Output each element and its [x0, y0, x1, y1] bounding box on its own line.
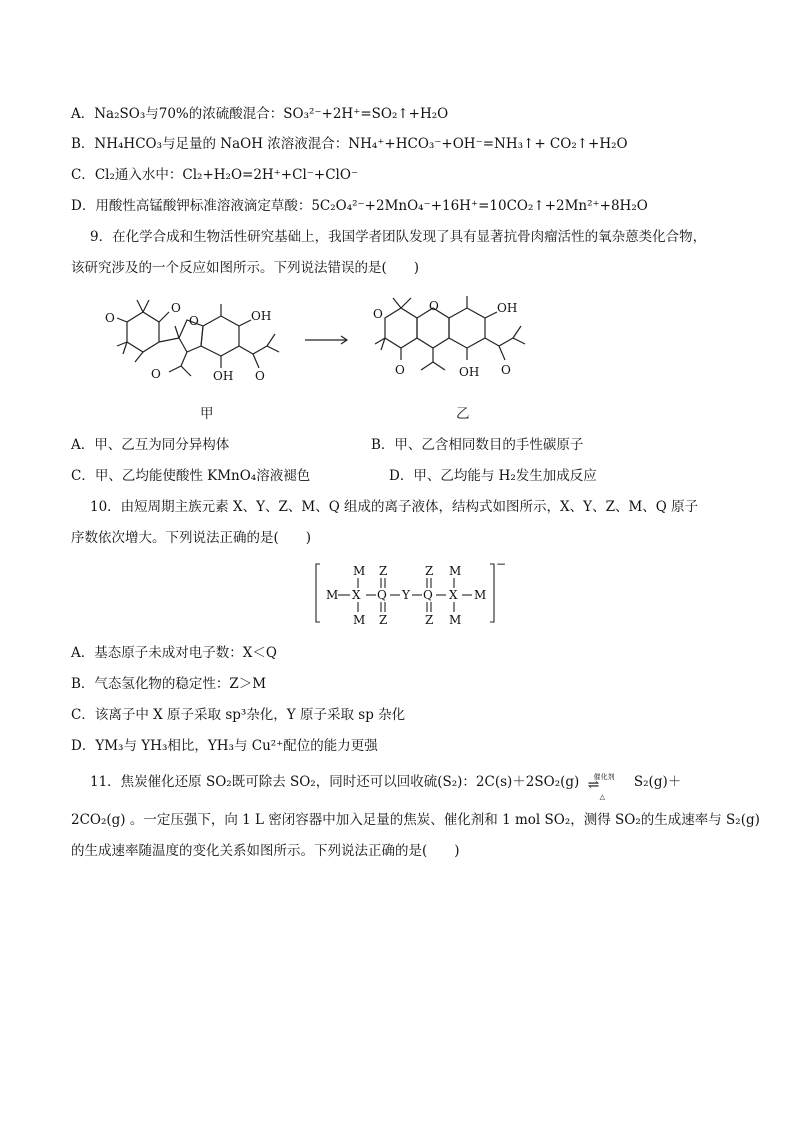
- svg-text:O: O: [171, 301, 181, 315]
- q8-option-d: D．用酸性高锰酸钾标准溶液滴定草酸：5C₂O₄²⁻+2MnO₄⁻+16H⁺=10CO₂↑+2Mn²⁺+8H₂O: [71, 198, 648, 214]
- svg-text:M: M: [449, 564, 462, 578]
- svg-text:Z: Z: [379, 564, 388, 578]
- svg-text:OH: OH: [497, 301, 518, 315]
- svg-text:M: M: [326, 588, 339, 602]
- q9-options-row2: [71, 466, 597, 486]
- q11-stem-line1: [90, 772, 682, 801]
- svg-text:M: M: [353, 613, 366, 627]
- q10-stem-line1: 10．由短周期主族元素 X、Y、Z、M、Q 组成的离子液体，结构式如图所示，X、Y、Z、M、Q 原子: [90, 499, 699, 515]
- q11-equation-left: 11．焦炭催化还原 SO₂既可除去 SO₂，同时还可以回收硫(S₂)：2C(s)＋2SO₂(g): [90, 774, 580, 790]
- compound-label-right: 乙: [456, 406, 470, 422]
- q9-option-d: D．甲、乙均能与 H₂发生加成反应: [389, 468, 597, 484]
- svg-text:Q: Q: [423, 588, 433, 602]
- svg-text:O: O: [189, 314, 199, 328]
- q8-option-c: C．Cl₂通入水中：Cl₂+H₂O=2H⁺+Cl⁻+ClO⁻: [71, 167, 359, 183]
- q10-stem-line2: 序数依次增大。下列说法正确的是( ): [71, 530, 312, 546]
- svg-text:M: M: [474, 588, 487, 602]
- svg-text:O: O: [395, 363, 405, 377]
- catalyst-label: 催化剂: [593, 772, 615, 781]
- heat-label: △: [599, 792, 605, 801]
- equilibrium-arrow: [584, 772, 630, 801]
- svg-text:X: X: [449, 588, 458, 602]
- svg-text:O: O: [255, 369, 265, 383]
- svg-text:OH: OH: [251, 309, 272, 323]
- q9-stem-line2: 该研究涉及的一个反应如图所示。下列说法错误的是( ): [71, 260, 420, 276]
- q9-option-c: C．甲、乙均能使酸性 KMnO₄溶液褪色: [71, 468, 311, 484]
- q9-option-b: B．甲、乙含相同数目的手性碳原子: [371, 437, 584, 453]
- q9-stem-line1: 9．在化学合成和生物活性研究基础上，我国学者团队发现了具有显著抗骨肉瘤活性的氧杂蒽类化合物，: [90, 229, 707, 245]
- svg-text:Y: Y: [402, 588, 410, 602]
- q8-option-b: B．NH₄HCO₃与足量的 NaOH 浓溶液混合：NH₄⁺+HCO₃⁻+OH⁻=NH₃↑+ CO₂↑+H₂O: [71, 136, 628, 152]
- svg-text:O: O: [429, 299, 439, 313]
- compound-label-left: 甲: [200, 406, 214, 422]
- q10-option-b: B．气态氢化物的稳定性：Z＞M: [71, 676, 267, 692]
- svg-text:OH: OH: [213, 369, 234, 383]
- svg-text:OH: OH: [459, 365, 480, 379]
- reaction-scheme: [95, 290, 575, 400]
- q11-stem-line3: 的生成速率随温度的变化关系如图所示。下列说法正确的是( ): [71, 843, 460, 859]
- svg-text:−: −: [496, 558, 507, 571]
- svg-text:Z: Z: [379, 613, 388, 627]
- svg-text:Z: Z: [425, 613, 434, 627]
- q8-option-a: A．Na₂SO₃与70%的浓硫酸混合：SO₃²⁻+2H⁺=SO₂↑+H₂O: [71, 106, 449, 122]
- q10-option-d: D．YM₃与 YH₃相比，YH₃与 Cu²⁺配位的能力更强: [71, 738, 378, 754]
- q11-stem-line2: 2CO₂(g) 。一定压强下，向 1 L 密闭容器中加入足量的焦炭、催化剂和 1 mol SO₂，测得 SO₂的生成速率与 S₂(g): [71, 812, 760, 828]
- svg-text:O: O: [501, 363, 511, 377]
- svg-text:X: X: [352, 588, 361, 602]
- q10-option-c: C．该离子中 X 原子采取 sp³杂化，Y 原子采取 sp 杂化: [71, 707, 406, 723]
- q11-equation-right: S₂(g)＋: [633, 774, 682, 790]
- svg-text:O: O: [105, 311, 115, 325]
- svg-text:M: M: [449, 613, 462, 627]
- svg-text:M: M: [353, 564, 366, 578]
- ion-structure: [310, 558, 510, 628]
- q9-options-row1: [71, 435, 584, 455]
- q9-option-a: A．甲、乙互为同分异构体: [71, 437, 230, 453]
- svg-text:O: O: [373, 307, 383, 321]
- svg-text:Z: Z: [425, 564, 434, 578]
- svg-text:O: O: [151, 367, 161, 381]
- svg-text:Q: Q: [377, 588, 387, 602]
- equilibrium-arrow-icon: ⇌: [587, 776, 600, 793]
- q10-option-a: A．基态原子未成对电子数：X＜Q: [71, 645, 277, 661]
